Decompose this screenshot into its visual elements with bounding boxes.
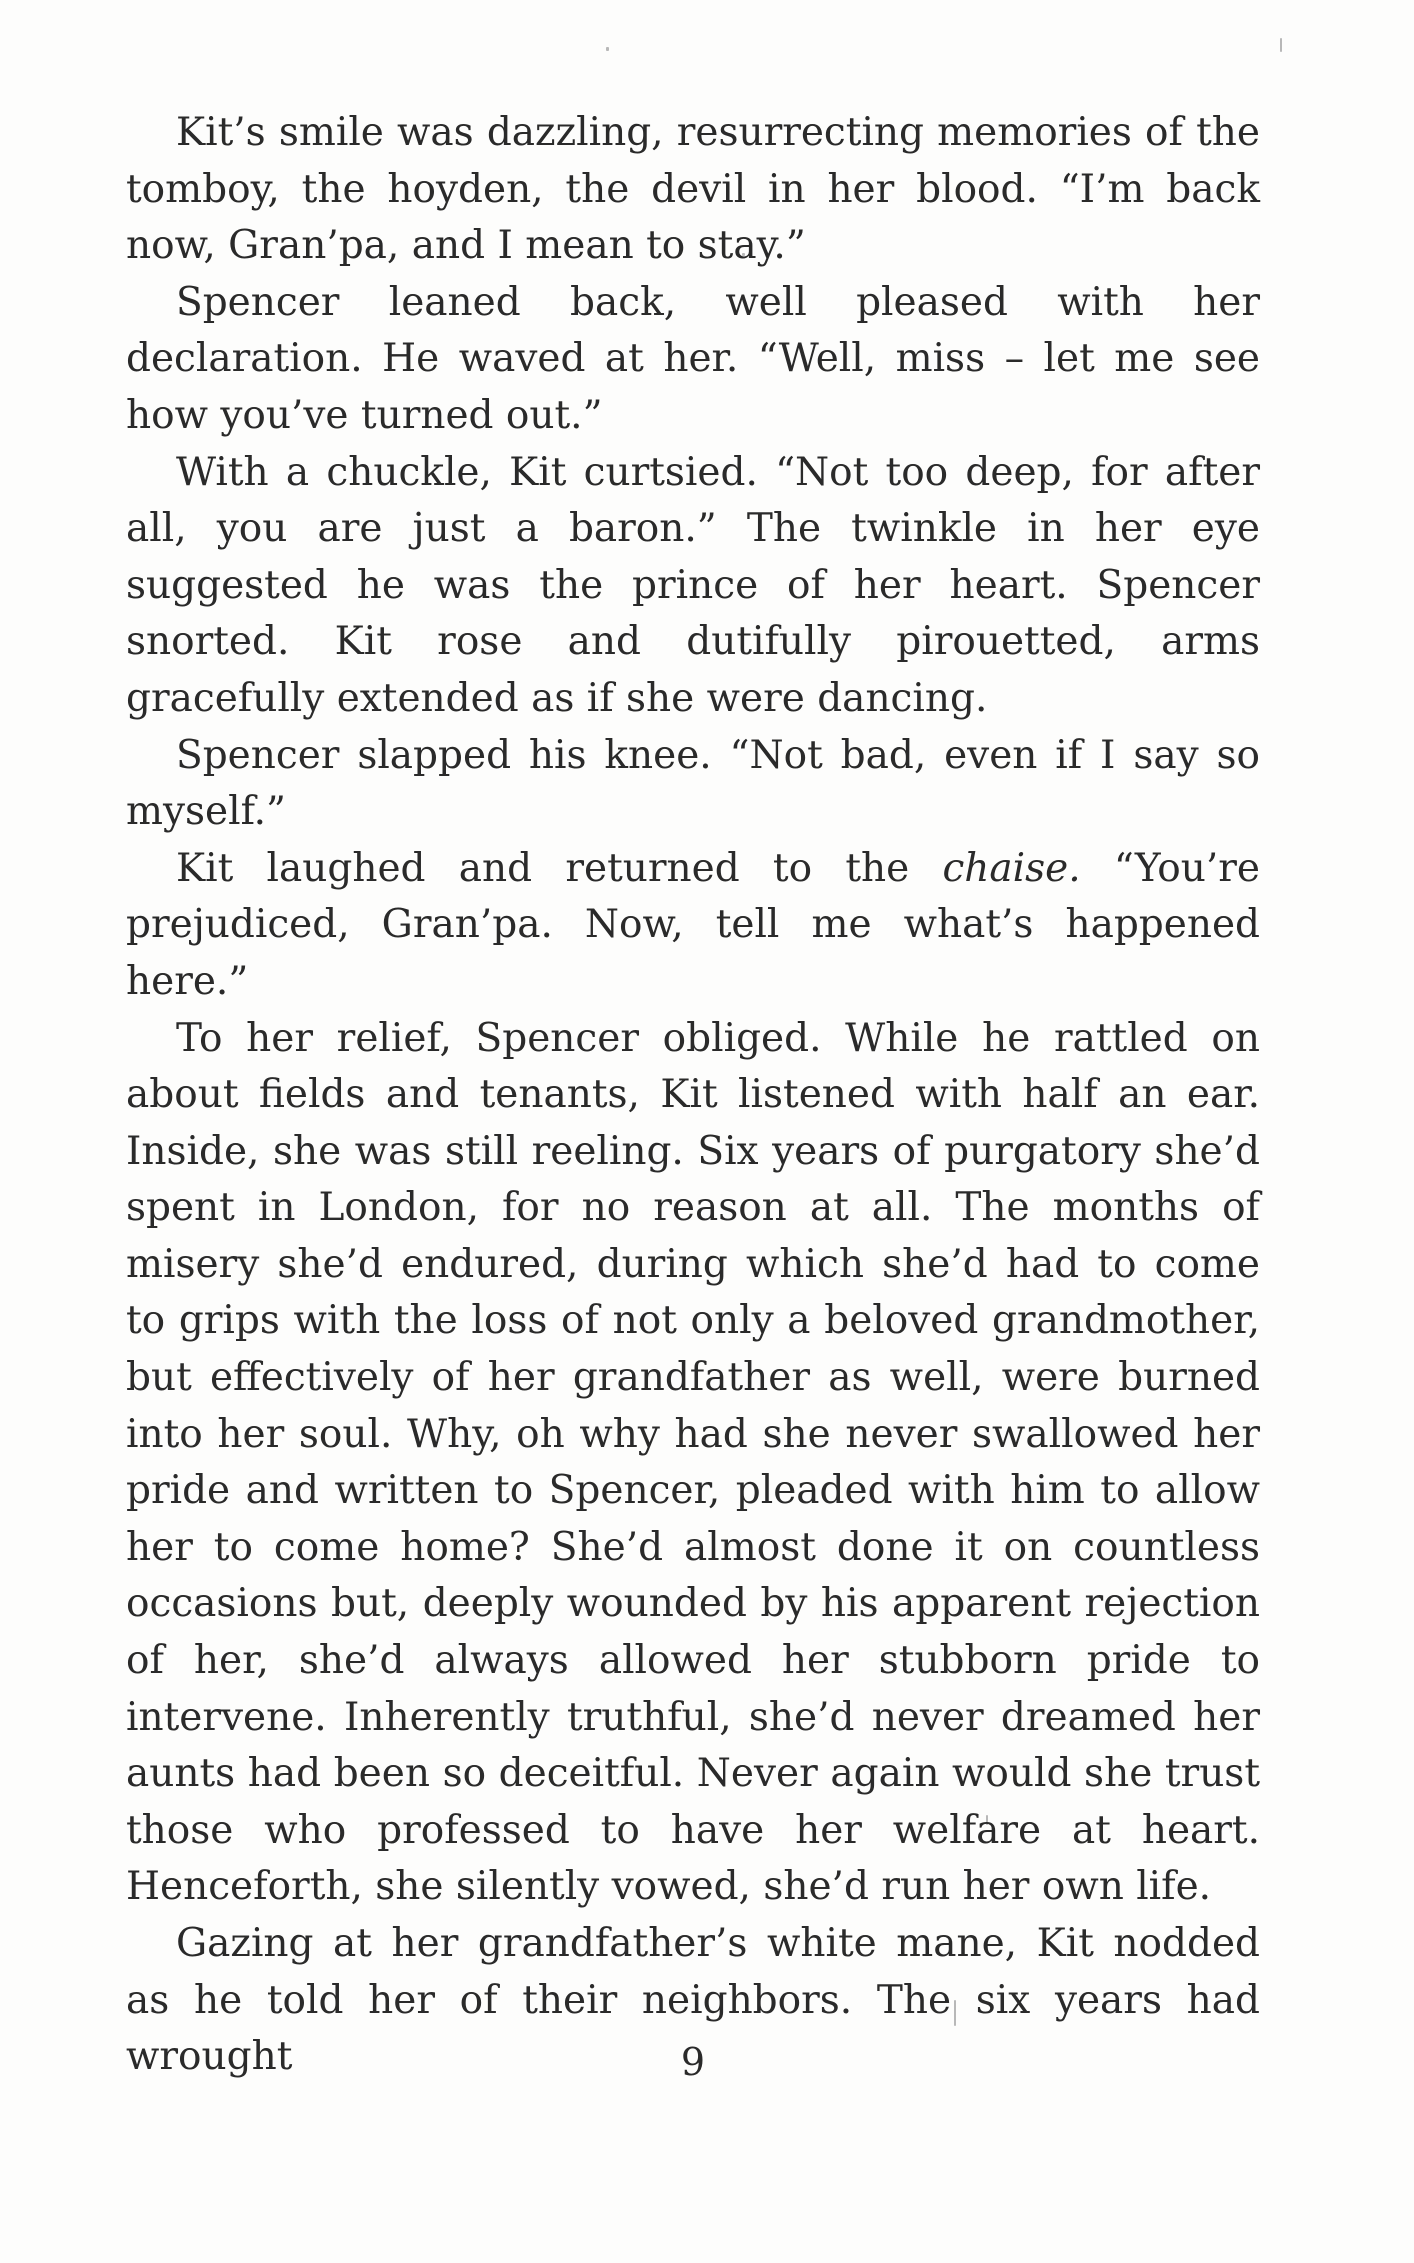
scan-speck — [606, 47, 609, 51]
paragraph-text: Kit laughed and returned to the — [176, 845, 943, 891]
paragraph: With a chuckle, Kit curtsied. “Not too deep, for after all, you are just a baron.” The twinkle in her eye suggested he was the prince of her heart. Spencer snorted. Kit rose and dutifully pirouetted, arms gracefully extended as if she were dancing. — [126, 449, 1260, 721]
paragraph: Kit’s smile was dazzling, resurrecting memories of the tomboy, the hoyden, the devil in her blood. “I’m back now, Gran’pa, and I mean to stay.” — [126, 110, 1260, 269]
scan-speck — [1280, 38, 1282, 52]
body-text — [126, 105, 1260, 2086]
paragraph: Gazing at her grandfather’s white mane, Kit nodded as he told her of their neighbors. The six years had wrought — [126, 1921, 1260, 2080]
paragraph — [126, 841, 1260, 1011]
page-number: 9 — [680, 2040, 706, 2084]
paragraph: To her relief, Spencer obliged. While he rattled on about fields and tenants, Kit listened with half an ear. Inside, she was still reeling. Six years of purgatory she’d spent in London, for no reason at all. The months of misery she’d endured, during which she’d had to come to grips with the loss of not only a beloved grandmother, but effectively of her grandfather as well, were burned into her soul. Why, oh why had she never swallowed her pride and written to Spencer, pleaded with him to allow her to come home? She’d almost done it on countless occasions but, deeply wounded by his apparent rejection of her, she’d always allowed her stubborn pride to intervene. Inherently truthful, she’d never dreamed her aunts had been so deceitful. Never again would she trust those who professed to have her welfare at heart. Henceforth, she silently vowed, she’d run her own life. — [126, 1015, 1260, 1910]
paragraph: Spencer slapped his knee. “Not bad, even if I say so myself.” — [126, 732, 1260, 835]
italic-word: chaise. — [942, 845, 1081, 891]
paragraph: Spencer leaned back, well pleased with her declaration. He waved at her. “Well, miss – let me see how you’ve turned out.” — [126, 279, 1260, 438]
paragraph-text: “You’re prejudiced, Gran’pa. Now, tell me what’s happened here.” — [126, 845, 1260, 1004]
